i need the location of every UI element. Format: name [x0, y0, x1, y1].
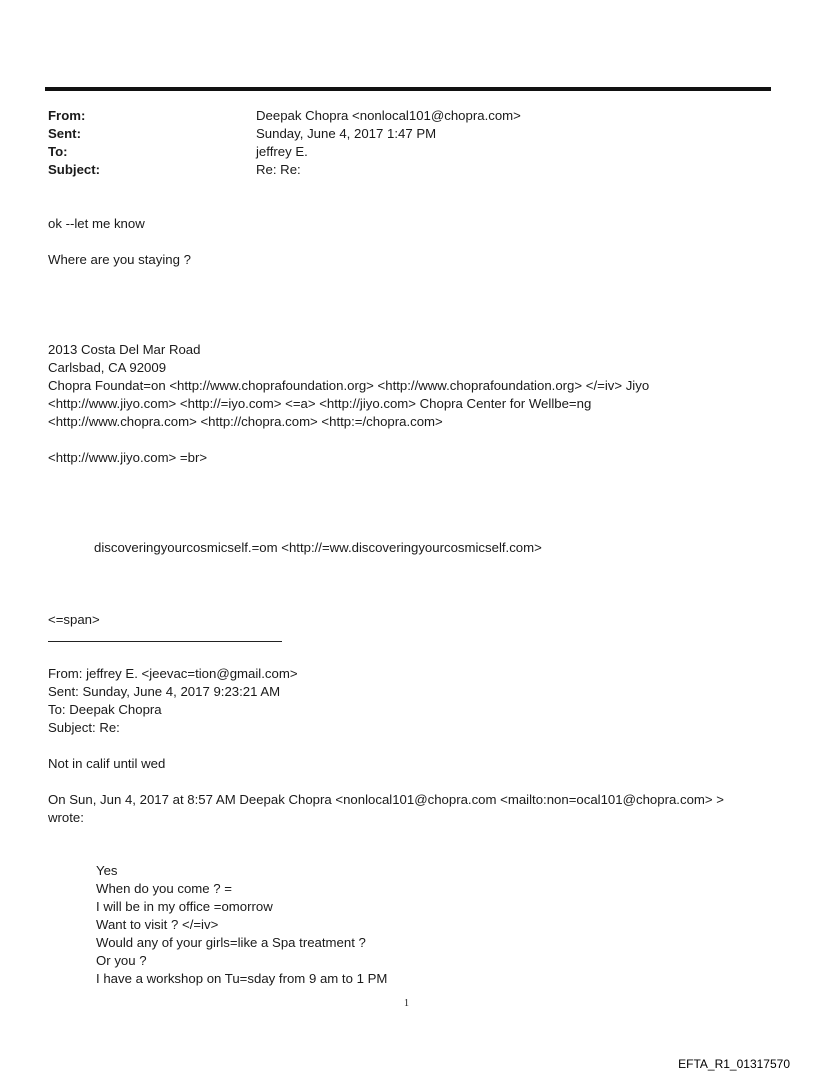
reply-line: Or you ?	[96, 953, 147, 968]
on-wrote-line-1: On Sun, Jun 4, 2017 at 8:57 AM Deepak Chopra <nonlocal101@chopra.com <mailto:non=ocal101@chopra.com> >	[48, 792, 724, 807]
quoted-sent: Sent: Sunday, June 4, 2017 9:23:21 AM	[48, 684, 281, 699]
reply-line: I will be in my office =omorrow	[96, 899, 273, 914]
reply-line: Would any of your girls=like a Spa treatment ?	[96, 935, 366, 950]
body-line-2: Where are you staying ?	[48, 252, 191, 267]
subject-value: Re: Re:	[256, 162, 301, 177]
reply-line: Want to visit ? </=iv>	[96, 917, 219, 932]
signature-links-1: Chopra Foundat=on <http://www.choprafoundation.org> <http://www.choprafoundation.org> </=iv> Jiyo	[48, 378, 650, 393]
sent-row	[48, 125, 748, 143]
signature-links-3: <http://www.chopra.com> <http://chopra.com> <http:=/chopra.com>	[48, 414, 443, 429]
cosmic-self-link: discoveringyourcosmicself.=om <http://=ww.discoveringyourcosmicself.com>	[94, 540, 542, 555]
subject-row	[48, 161, 748, 179]
quoted-to: To: Deepak Chopra	[48, 702, 162, 717]
page-number: 1	[404, 998, 409, 1009]
from-row	[48, 107, 748, 125]
sent-label: Sent:	[48, 126, 81, 141]
subject-label: Subject:	[48, 162, 101, 177]
reply-line: Yes	[96, 863, 118, 878]
address-line-2: Carlsbad, CA 92009	[48, 360, 167, 375]
quote-separator	[48, 641, 282, 642]
quoted-from: From: jeffrey E. <jeevac=tion@gmail.com>	[48, 666, 298, 681]
body-line-1: ok --let me know	[48, 216, 145, 231]
reply-line: I have a workshop on Tu=sday from 9 am to 1 PM	[96, 971, 388, 986]
address-line-1: 2013 Costa Del Mar Road	[48, 342, 201, 357]
signature-links-4: <http://www.jiyo.com> =br>	[48, 450, 208, 465]
to-label: To:	[48, 144, 68, 159]
reply-line: When do you come ? =	[96, 881, 232, 896]
document-id: EFTA_R1_01317570	[678, 1057, 790, 1071]
signature-links-2: <http://www.jiyo.com> <http://=iyo.com> <=a> <http://jiyo.com> Chopra Center for Wellbe=ng	[48, 396, 592, 411]
sent-value: Sunday, June 4, 2017 1:47 PM	[256, 126, 437, 141]
quoted-subject: Subject: Re:	[48, 720, 120, 735]
quoted-message: Not in calif until wed	[48, 756, 166, 771]
to-row	[48, 143, 748, 161]
on-wrote-line-2: wrote:	[48, 810, 84, 825]
from-value: Deepak Chopra <nonlocal101@chopra.com>	[256, 108, 521, 123]
from-label: From:	[48, 108, 86, 123]
to-value: jeffrey E.	[256, 144, 308, 159]
header-rule	[45, 87, 771, 91]
span-tag-text: <=span>	[48, 612, 100, 627]
